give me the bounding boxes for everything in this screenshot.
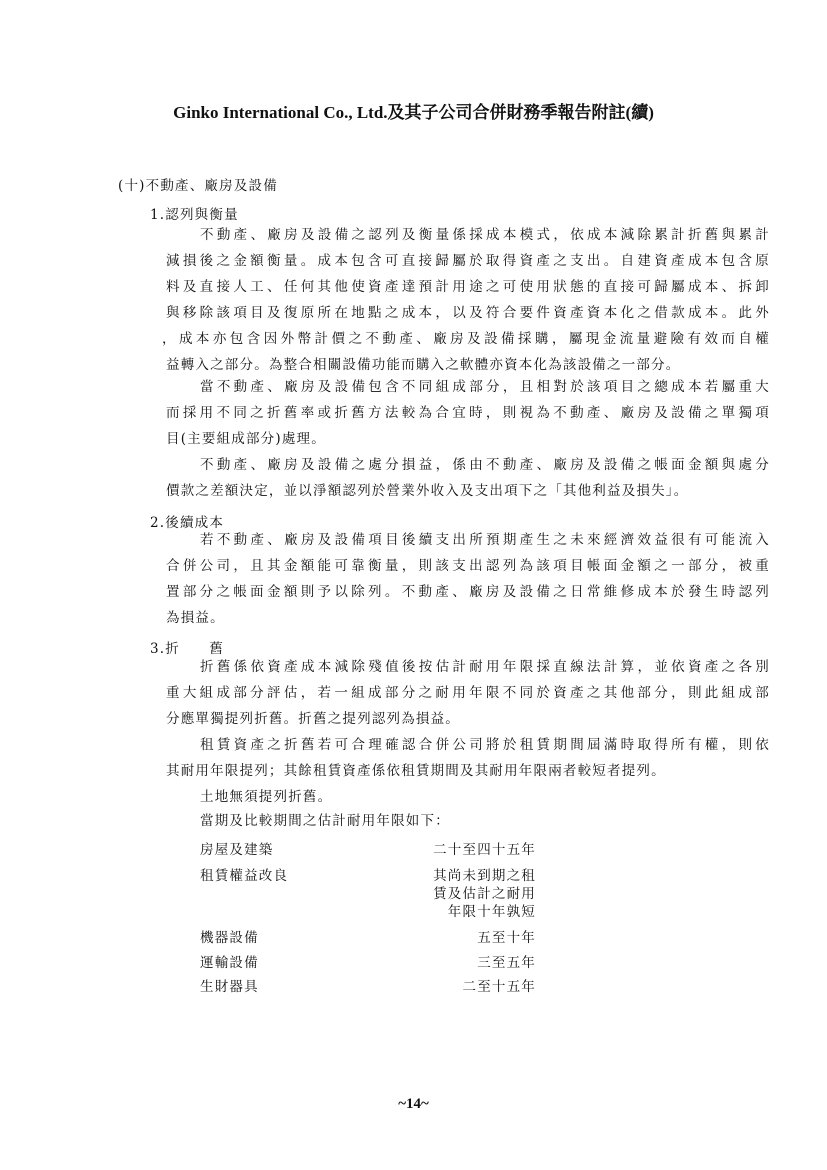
s1-p2-line: 而採用不同之折舊率或折舊方法較為合宜時，則視為不動產、廠房及設備之單獨項: [166, 405, 770, 421]
s3-p2-line: 租賃資產之折舊若可合理確認合併公司將於租賃期間屆滿時取得所有權，則依: [200, 737, 770, 753]
s2-p1-line: 若不動產、廠房及設備項目後續支出所預期產生之未來經濟效益很有可能流入: [200, 532, 770, 548]
s3-heading: 3.折 舊: [150, 641, 225, 657]
s1-p3-line: 不動產、廠房及設備之處分損益，係由不動產、廠房及設備之帳面金額與處分: [200, 457, 770, 473]
s1-heading: 1.認列與衡量: [150, 207, 239, 223]
table-life: 二十至四十五年: [433, 842, 536, 858]
table-item: 生財器具: [200, 979, 259, 995]
s2-p1-line: 為損益。: [166, 610, 225, 626]
s3-p1-line: 重大組成部分評估，若一組成部分之耐用年限不同於資產之其他部分，則此組成部: [166, 685, 770, 701]
table-life: 二至十五年: [462, 979, 536, 995]
page-number: ~14~: [398, 1096, 429, 1112]
s1-p1-line: 減損後之金額衡量。成本包含可直接歸屬於取得資產之支出。自建資產成本包含原: [166, 253, 770, 269]
table-life: 賃及估計之耐用: [433, 886, 536, 902]
table-life: 年限十年孰短: [447, 904, 536, 920]
s1-p2-line: 當不動產、廠房及設備包含不同組成部分，且相對於該項目之總成本若屬重大: [200, 379, 770, 395]
s1-p1-line: 益轉入之部分。為整合相關設備功能而購入之軟體亦資本化為該設備之一部分。: [166, 357, 681, 373]
section-heading: (十)不動產、廠房及設備: [118, 178, 278, 194]
table-item: 機器設備: [200, 930, 259, 946]
s1-p1-line: ，成本亦包含因外幣計價之不動產、廠房及設備採購，屬現金流量避險有效而自權: [162, 331, 770, 347]
s3-p4: 當期及比較期間之估計耐用年限如下：: [200, 813, 450, 829]
table-life: 其尚未到期之租: [433, 868, 536, 884]
s1-p1-line: 料及直接人工、任何其他使資產達預計用途之可使用狀態的直接可歸屬成本、拆卸: [166, 279, 770, 295]
table-item: 房屋及建築: [200, 842, 274, 858]
s1-p3-line: 價款之差額決定，並以淨額認列於營業外收入及支出項下之「其他利益及損失」。: [166, 483, 689, 499]
table-life: 三至五年: [477, 955, 536, 971]
s3-p1-line: 折舊係依資產成本減除殘值後按估計耐用年限採直線法計算，並依資產之各別: [200, 659, 770, 675]
page-title: Ginko International Co., Ltd.及其子公司合併財務季報告附註(續): [173, 103, 654, 122]
s3-p1-line: 分應單獨提列折舊。折舊之提列認列為損益。: [166, 711, 460, 727]
s2-heading: 2.後續成本: [150, 515, 225, 531]
table-item: 運輸設備: [200, 955, 259, 971]
s1-p1-line: 與移除該項目及復原所在地點之成本，以及符合要件資產資本化之借款成本。此外: [166, 305, 770, 321]
table-life: 五至十年: [477, 930, 536, 946]
table-item: 租賃權益改良: [200, 868, 289, 884]
s3-p3: 土地無須提列折舊。: [200, 789, 333, 805]
s1-p2-line: 目(主要組成部分)處理。: [166, 431, 326, 447]
s1-p1-line: 不動產、廠房及設備之認列及衡量係採成本模式，依成本減除累計折舊與累計: [200, 227, 770, 243]
s2-p1-line: 合併公司，且其金額能可靠衡量，則該支出認列為該項目帳面金額之一部分，被重: [166, 558, 770, 574]
s3-p2-line: 其耐用年限提列；其餘租賃資產係依租賃期間及其耐用年限兩者較短者提列。: [166, 763, 666, 779]
s2-p1-line: 置部分之帳面金額則予以除列。不動產、廠房及設備之日常維修成本於發生時認列: [166, 584, 770, 600]
